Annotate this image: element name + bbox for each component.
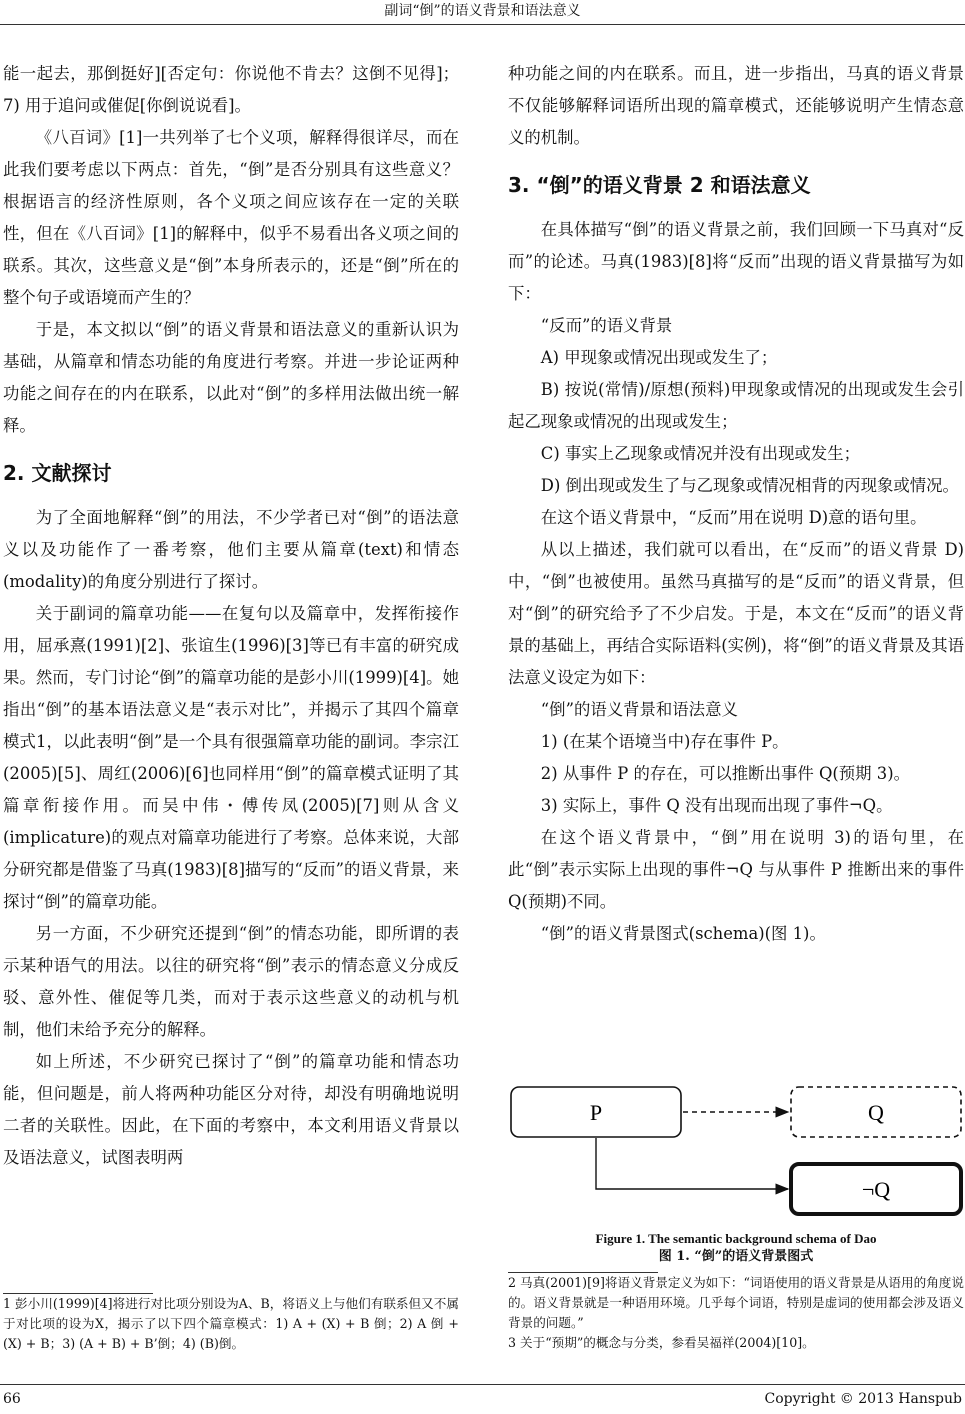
left-paragraph-2: 《八百词》[1]一共列举了七个义项，解释得很详尽，而在此我们要考虑以下两点：首先，“倒”是否分别具有这些意义？根据语言的经济性原则，各个义项之间应该存在一定的关联性，但在《八百词》[1]的解释中，似乎不易看出各义项之间的联系。其次，这些意义是“倒”本身所表示的，还是“倒”所在的整个句子或语境而产生的？ bbox=[3, 128, 459, 307]
left-column bbox=[3, 58, 459, 1174]
left-paragraph-3: 于是，本文拟以“倒”的语义背景和语法意义的重新认识为基础，从篇章和情态功能的角度进行考察。并进一步论证两种功能之间存在的内在联系，以此对“倒”的多样用法做出统一解释。 bbox=[3, 320, 459, 435]
schema-figure bbox=[508, 1082, 964, 1222]
footnote-1: 1 彭小川(1999)[4]将进行对比项分别设为A、B，将语义上与他们有联系但又不属于对比项的设为X，揭示了以下四个篇章模式：1) A + (X) + B 倒；2) A 倒 + (X) + B；3) (A + B) + B’倒；4) (B)倒。 bbox=[3, 1296, 459, 1351]
label-q: Q bbox=[868, 1100, 884, 1125]
item-d: D) 倒出现或发生了与乙现象或情况相背的丙现象或情况。 bbox=[540, 476, 959, 495]
item-c: C) 事实上乙现象或情况并没有出现或发生； bbox=[540, 444, 860, 463]
right-paragraph-1: 种功能之间的内在联系。而且，进一步指出，马真的语义背景不仅能够解释词语所出现的篇章模式，还能够说明产生情态意义的机制。 bbox=[508, 64, 964, 147]
label-not-q: ¬Q bbox=[861, 1177, 891, 1202]
footnote-3: 3 关于“预期”的概念与分类，参看吴福祥(2004)[10]。 bbox=[508, 1335, 815, 1350]
right-paragraph-8: “倒”的语义背景图式(schema)(图 1)。 bbox=[540, 924, 826, 943]
right-paragraph-4: 在这个语义背景中，“反而”用在说明 D)意的语句里。 bbox=[540, 508, 927, 527]
left-paragraph-4: 为了全面地解释“倒”的用法，不少学者已对“倒”的语法意义以及功能作了一番考察，他们主要从篇章(text)和情态(modality)的角度分别进行了探讨。 bbox=[3, 508, 459, 591]
left-paragraph-6: 另一方面，不少研究还提到“倒”的情态功能，即所谓的表示某种语气的用法。以往的研究将“倒”表示的情态意义分成反驳、意外性、催促等几类，而对于表示这些意义的动机与机制，他们未给予充分的解释。 bbox=[3, 924, 459, 1039]
schema-diagram bbox=[508, 1082, 964, 1222]
fanner-background-title: “反而”的语义背景 bbox=[540, 316, 673, 335]
running-header bbox=[0, 0, 965, 25]
left-paragraph-1: 能一起去，那倒挺好][否定句：你说他不肯去？这倒不见得]；7) 用于追问或催促[你倒说说看]。 bbox=[3, 64, 459, 115]
section-2-heading: 2. 文献探讨 bbox=[3, 461, 112, 485]
figure-caption bbox=[508, 1230, 964, 1266]
left-paragraph-5: 关于副词的篇章功能——在复句以及篇章中，发挥衔接作用，屈承熹(1991)[2]、张谊生(1996)[3]等已有丰富的研究成果。然而，专门讨论“倒”的篇章功能的是彭小川(1999)[4]。她指出“倒”的基本语法意义是“表示对比”，并揭示了其四个篇章模式1，以此表明“倒”是一个具有很强篇章功能的副词。李宗江(2005)[5]、周红(2006)[6]也同样用“倒”的篇章模式证明了其篇章衔接作用。而吴中伟・傅传凤(2005)[7]则从含义(implicature)的观点对篇章功能进行了考察。总体来说，大部分研究都是借鉴了马真(1983)[8]描写的“反而”的语义背景，来探讨“倒”的篇章功能。 bbox=[3, 604, 459, 911]
right-paragraph-7: 在这个语义背景中，“倒”用在说明 3)的语句里，在此“倒”表示实际上出现的事件¬Q 与从事件 P 推断出来的事件 Q(预期)不同。 bbox=[508, 828, 964, 911]
dao-item-1: 1) (在某个语境当中)存在事件 P。 bbox=[540, 732, 789, 751]
item-a: A) 甲现象或情况出现或发生了； bbox=[540, 348, 778, 367]
copyright: Copyright © 2013 Hanspub bbox=[764, 1391, 962, 1407]
dao-item-2: 2) 从事件 P 的存在，可以推断出事件 Q(预期 3)。 bbox=[540, 764, 910, 783]
page-number: 66 bbox=[3, 1391, 21, 1407]
left-footnotes bbox=[3, 1293, 459, 1354]
dao-background-title: “倒”的语义背景和语法意义 bbox=[540, 700, 738, 719]
right-paragraph-5: 从以上描述，我们就可以看出，在“反而”的语义背景 D)中，“倒”也被使用。虽然马真描写的是“反而”的语义背景，但对“倒”的研究给予了不少启发。于是，本文在“反而”的语义背景的基础上，再结合实际语料(实例)，将“倒”的语义背景及其语法意义设定为如下： bbox=[508, 540, 964, 687]
figure-caption-zh: 图 1. “倒”的语义背景图式 bbox=[658, 1249, 814, 1264]
label-p: P bbox=[589, 1100, 603, 1125]
item-b: B) 按说(常情)/原想(预料)甲现象或情况的出现或发生会引起乙现象或情况的出现或发生； bbox=[508, 380, 964, 431]
right-paragraph-2: 在具体描写“倒”的语义背景之前，我们回顾一下马真对“反而”的论述。马真(1983)[8]将“反而”出现的语义背景描写为如下： bbox=[508, 220, 964, 303]
right-footnotes bbox=[508, 1272, 964, 1353]
footnote-2: 2 马真(2001)[9]将语义背景定义为如下：“词语使用的语义背景是从语用的角度说的。语义背景就是一种语用环境。几乎每个词语，特别是虚词的使用都会涉及语义背景的问题。” bbox=[508, 1275, 964, 1330]
left-paragraph-7: 如上所述，不少研究已探讨了“倒”的篇章功能和情态功能，但问题是，前人将两种功能区分对待，却没有明确地说明二者的关联性。因此，在下面的考察中，本文利用语义背景以及语法意义，试图表明两 bbox=[3, 1052, 459, 1167]
dao-item-3: 3) 实际上，事件 Q 没有出现而出现了事件¬Q。 bbox=[540, 796, 893, 815]
right-column bbox=[508, 58, 964, 950]
figure-caption-en: Figure 1. The semantic background schema of Dao bbox=[595, 1231, 877, 1246]
section-3-heading: 3. “倒”的语义背景 2 和语法意义 bbox=[508, 173, 811, 197]
header-title: 副词“倒”的语义背景和语法意义 bbox=[384, 3, 581, 19]
page-footer bbox=[0, 1384, 965, 1411]
solid-arrow bbox=[596, 1138, 788, 1189]
